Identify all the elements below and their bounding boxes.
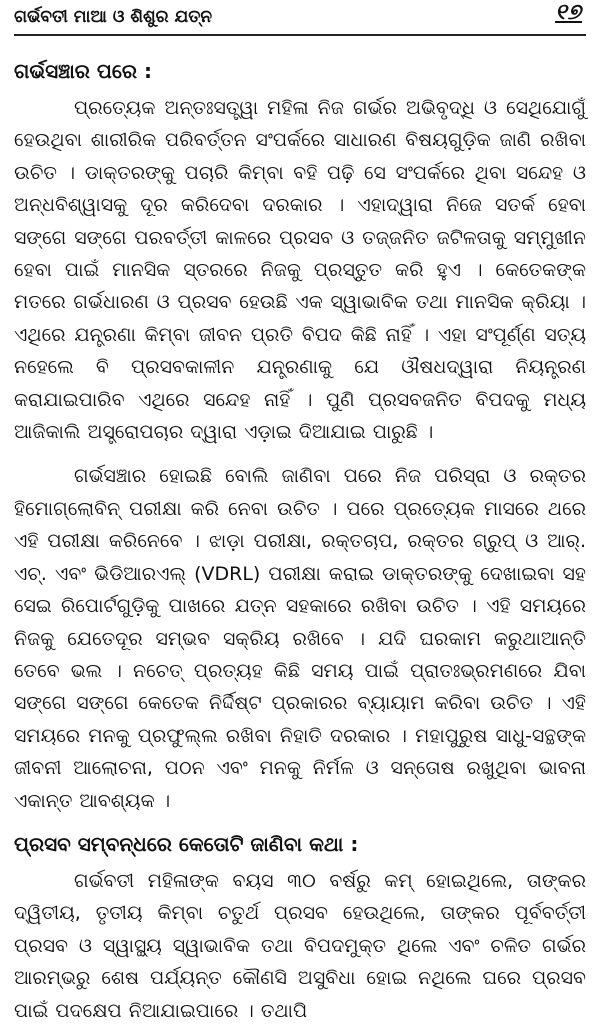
paragraph: ଗର୍ଭବତୀ ମହିଳାଙ୍କ ବୟସ ୩୦ ବର୍ଷରୁ କମ୍ ହୋଇଥିଲେ, ତାଙ୍କର ଦ୍ୱିତୀୟ, ତୃତୀୟ କିମ୍ବା ଚତୁର୍ଥ ପ୍ରସବ ହେଉଥିଲେ, ତାଙ୍କର ପୂର୍ବବର୍ତ୍ତୀ ପ୍ରସବ ଓ ସ୍ୱାସ୍ଥ୍ୟ ସ୍ୱାଭାବିକ ତଥା ବିପଦମୁକ୍ତ ଥିଲେ ଏବଂ ଚଳିତ ଗର୍ଭର ଆରମ୍ଭରୁ ଶେଷ ପର୍ଯ୍ୟନ୍ତ କୌଣସି ଅସୁବିଧା ହୋଇ ନଥିଲେ ଘରେ ପ୍ରସବ ପାଇଁ ପଦକ୍ଷେପ ନିଆଯାଇପାରେ । ତଥାପି	[14, 869, 586, 1022]
running-header	[14, 0, 586, 36]
paragraph: ଗର୍ଭସଞ୍ଚାର ହୋଇଛି ବୋଲି ଜାଣିବା ପରେ ନିଜ ପରିସ୍ରା ଓ ରକ୍ତର ହିମୋଗ୍ଲୋବିନ୍ ପରୀକ୍ଷା କରି ନେବା ଉଚିତ । ପରେ ପ୍ରତ୍ୟେକ ମାସରେ ଥରେ ଏହି ପରୀକ୍ଷା କରିନେବେ । ଝାଡ଼ା ପରୀକ୍ଷା, ରକ୍ତଚାପ, ରକ୍ତର ଗ୍ରୁପ୍ ଓ ଆର୍. ଏଚ୍. ଏବଂ ଭିଡିଆରଏଲ୍ (VDRL) ପରୀକ୍ଷା କରାଇ ଡାକ୍ତରଙ୍କୁ ଦେଖାଇବା ସହ ସେଇ ରିପୋର୍ଟଗୁଡ଼ିକୁ ପାଖରେ ଯତ୍ନ ସହକାରେ ରଖିବା ଉଚିତ । ଏହି ସମୟରେ ନିଜକୁ ଯେତେଦୂର ସମ୍ଭବ ସକ୍ରିୟ ରଖିବେ । ଯଦି ଘରକାମ କରୁଥାଆନ୍ତି ତେବେ ଭଲ । ନଚେତ୍ ପ୍ରତ୍ୟହ କିଛି ସମୟ ପାଇଁ ପ୍ରାତଃଭ୍ରମଣରେ ଯିବା ସଙ୍ଗେ ସଙ୍ଗେ କେତେକ ନିର୍ଦ୍ଦିଷ୍ଟ ପ୍ରକାରର ବ୍ୟାୟାମ କରିବା ଉଚିତ । ଏହି ସମୟରେ ମନକୁ ପ୍ରଫୁଲ୍ଲ ରଖିବା ନିହାତି ଦରକାର । ମହାପୁରୁଷ ସାଧୁ-ସନ୍ଥଙ୍କ ଜୀବନୀ ଆଲୋଚନା, ପଠନ ଏବଂ ମନକୁ ନିର୍ମଳ ଓ ସନ୍ତୋଷ ରଖୁଥିବା ଭାବନା ଏକାନ୍ତ ଆବଶ୍ୟକ ।	[14, 465, 586, 812]
header-title: ଗର୍ଭବତୀ ମାଆ ଓ ଶିଶୁର ଯତ୍ନ	[14, 7, 213, 27]
section-heading: ଗର୍ଭସଞ୍ଚାର ପରେ :	[14, 59, 152, 83]
page-number: ୧୭	[555, 0, 582, 25]
section-heading: ପ୍ରସବ ସମ୍ବନ୍ଧରେ କେତୋଟି ଜାଣିବା କଥା :	[14, 831, 359, 856]
section-about-delivery	[14, 829, 586, 1027]
section-after-conception	[14, 56, 586, 817]
paragraph: ପ୍ରତ୍ୟେକ ଅନ୍ତଃସତ୍ତ୍ୱା ମହିଳା ନିଜ ଗର୍ଭର ଅଭିବୃଦ୍ଧି ଓ ସେଥିଯୋଗୁଁ ହେଉଥିବା ଶାରୀରିକ ପରିବର୍ତ୍ତନ ସଂପର୍କରେ ସାଧାରଣ ବିଷୟଗୁଡ଼ିକ ଜାଣି ରଖିବା ଉଚିତ । ଡାକ୍ତରଙ୍କୁ ପଚାରି କିମ୍ବା ବହି ପଢ଼ି ସେ ସଂପର୍କରେ ଥିବା ସନ୍ଦେହ ଓ ଅନ୍ଧବିଶ୍ୱାସକୁ ଦୂର କରିଦେବା ଦରକାର । ଏହାଦ୍ୱାରା ନିଜେ ସତର୍କ ହେବା ସଙ୍ଗେ ସଙ୍ଗେ ପରବର୍ତ୍ତୀ କାଳରେ ପ୍ରସବ ଓ ତଜ୍ଜନିତ ଜଟିଳତାକୁ ସମ୍ମୁଖୀନ ହେବା ପାଇଁ ମାନସିକ ସ୍ତରରେ ନିଜକୁ ପ୍ରସ୍ତୁତ କରି ହୁଏ । କେତେକଙ୍କ ମତରେ ଗର୍ଭଧାରଣ ଓ ପ୍ରସବ ହେଉଛି ଏକ ସ୍ୱାଭାବିକ ତଥା ମାନସିକ କ୍ରିୟା । ଏଥିରେ ଯନ୍ତ୍ରଣା କିମ୍ବା ଜୀବନ ପ୍ରତି ବିପଦ କିଛି ନାହିଁ । ଏହା ସଂପୂର୍ଣ୍ଣ ସତ୍ୟ ନହେଲେ ବି ପ୍ରସବକାଳୀନ ଯନ୍ତ୍ରଣାକୁ ଯେ ଔଷଧଦ୍ୱାରା ନିୟନ୍ତ୍ରଣ କରାଯାଇପାରିବ ଏଥିରେ ସନ୍ଦେହ ନାହିଁ । ପୁଣି ପ୍ରସବଜନିତ ବିପଦକୁ ମଧ୍ୟ ଆଜିକାଲି ଅସ୍ତ୍ରୋପଚାର ଦ୍ୱାରା ଏଡ଼ାଇ ଦିଆଯାଇ ପାରୁଛି ।	[14, 97, 586, 444]
